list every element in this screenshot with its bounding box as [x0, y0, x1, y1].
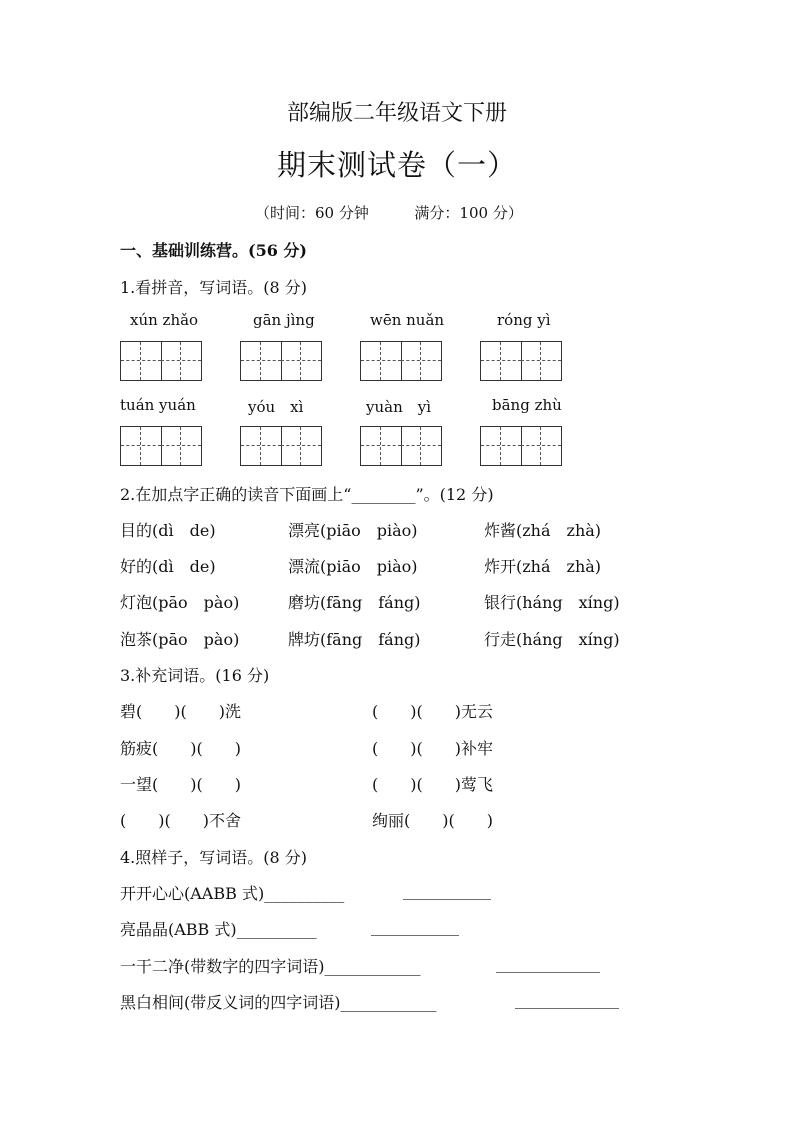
section-title: 一、基础训练营。(56 分) — [120, 241, 307, 260]
answer-blank[interactable]: _____________ — [496, 954, 600, 973]
question-3-title: 3.补充词语。(16 分) — [120, 666, 270, 685]
question-4-title: 4.照样子，写词语。(8 分) — [120, 848, 308, 867]
answer-blank[interactable]: _____________ — [515, 990, 619, 1009]
exam-title: 部编版二年级语文下册 — [286, 101, 507, 126]
answer-blank[interactable]: ___________ — [371, 917, 459, 936]
pronunciation-item[interactable]: 好的(dì de) — [120, 557, 216, 576]
pinyin-label: yóu xì — [248, 398, 304, 416]
pinyin-label: wēn nuǎn — [370, 311, 445, 329]
question-2-title: 2.在加点字正确的读音下面画上“________”。(12 分) — [120, 485, 494, 504]
fill-idiom-item[interactable]: 筋疲( )( ) — [120, 739, 241, 758]
fill-idiom-item[interactable]: 碧( )( )洗 — [120, 702, 241, 721]
pronunciation-item[interactable]: 灯泡(pāo pào) — [120, 593, 240, 612]
word-pattern-item[interactable]: 开开心心(AABB 式)__________ — [120, 884, 345, 903]
fill-idiom-item[interactable]: ( )( )莺飞 — [372, 775, 493, 794]
fill-idiom-item[interactable]: 绚丽( )( ) — [372, 811, 493, 830]
pinyin-label: xún zhǎo — [130, 311, 199, 329]
exam-subtitle: 期末测试卷（一） — [276, 148, 517, 182]
time-limit: （时间：60 分钟 — [255, 204, 369, 222]
pronunciation-item[interactable]: 牌坊(fāng fáng) — [288, 630, 421, 649]
pinyin-label: gān jìng — [253, 311, 315, 329]
pronunciation-item[interactable]: 银行(háng xíng) — [484, 593, 620, 612]
word-pattern-item[interactable]: 一干二净(带数字的四字词语)____________ — [120, 957, 421, 976]
writing-grid[interactable] — [120, 426, 202, 466]
pinyin-label: róng yì — [497, 311, 551, 329]
pronunciation-item[interactable]: 行走(háng xíng) — [484, 630, 620, 649]
writing-grid[interactable] — [240, 341, 322, 381]
pronunciation-item[interactable]: 漂流(piāo piào) — [288, 557, 418, 576]
writing-grid[interactable] — [240, 426, 322, 466]
pronunciation-item[interactable]: 炸酱(zhá zhà) — [484, 521, 602, 540]
fill-idiom-item[interactable]: ( )( )不舍 — [120, 811, 241, 830]
writing-grid[interactable] — [360, 341, 442, 381]
word-pattern-item[interactable]: 亮晶晶(ABB 式)__________ — [120, 920, 317, 939]
writing-grid[interactable] — [360, 426, 442, 466]
word-pattern-item[interactable]: 黑白相间(带反义词的四字词语)____________ — [120, 993, 437, 1012]
pronunciation-item[interactable]: 炸开(zhá zhà) — [484, 557, 602, 576]
pinyin-label: tuán yuán — [120, 396, 196, 414]
fill-idiom-item[interactable]: 一望( )( ) — [120, 775, 241, 794]
fill-idiom-item[interactable]: ( )( )补牢 — [372, 739, 493, 758]
answer-blank[interactable]: ___________ — [403, 881, 491, 900]
writing-grid[interactable] — [480, 341, 562, 381]
exam-info — [255, 202, 523, 223]
question-1-title: 1.看拼音，写词语。(8 分) — [120, 278, 308, 297]
full-score: 满分：100 分） — [414, 204, 523, 222]
pronunciation-item[interactable]: 磨坊(fāng fáng) — [288, 593, 421, 612]
pinyin-label: bāng zhù — [492, 396, 562, 414]
pinyin-label: yuàn yì — [366, 398, 432, 416]
pronunciation-item[interactable]: 泡茶(pāo pào) — [120, 630, 240, 649]
fill-idiom-item[interactable]: ( )( )无云 — [372, 702, 493, 721]
pronunciation-item[interactable]: 目的(dì de) — [120, 521, 216, 540]
writing-grid[interactable] — [480, 426, 562, 466]
pronunciation-item[interactable]: 漂亮(piāo piào) — [288, 521, 418, 540]
writing-grid[interactable] — [120, 341, 202, 381]
